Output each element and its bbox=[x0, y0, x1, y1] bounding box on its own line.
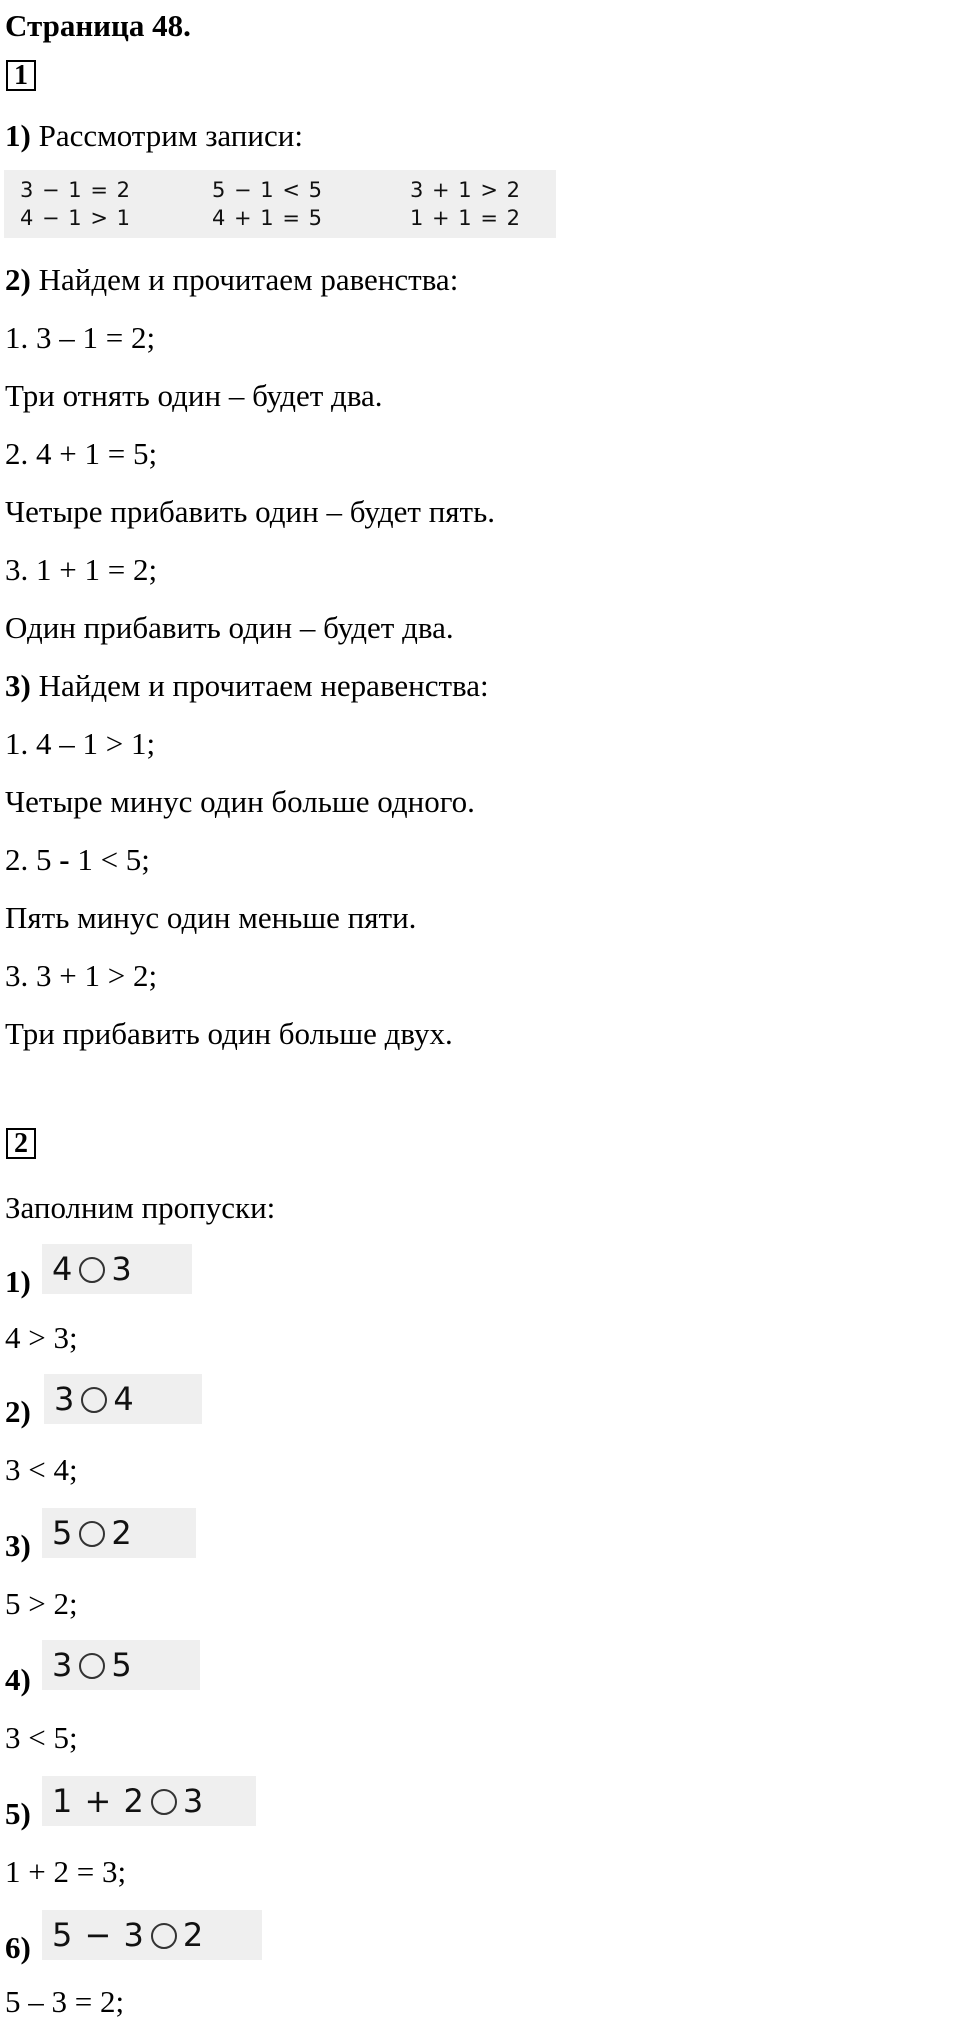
item-label-6: 6) bbox=[5, 1930, 31, 1965]
comparison-image-3 bbox=[42, 1508, 196, 1558]
step-2-line bbox=[5, 262, 458, 298]
right-operand: 3 bbox=[182, 1782, 205, 1820]
left-operand: 4 bbox=[52, 1250, 74, 1288]
answer-6: 5 – 3 = 2; bbox=[5, 1984, 125, 2019]
item-label-3: 3) bbox=[5, 1528, 31, 1563]
right-operand: 4 bbox=[113, 1380, 135, 1418]
comparison-image-1 bbox=[42, 1244, 192, 1294]
record: 4 − 1 > 1 bbox=[20, 206, 131, 230]
equality-reading: Три отнять один – будет два. bbox=[5, 378, 383, 413]
step-label: 2) bbox=[5, 262, 31, 297]
item-label-1: 1) bbox=[5, 1264, 31, 1299]
answer-1: 4 > 3; bbox=[5, 1320, 78, 1355]
empty-circle-icon bbox=[79, 1521, 105, 1547]
record: 4 + 1 = 5 bbox=[212, 206, 323, 230]
record: 3 − 1 = 2 bbox=[20, 178, 131, 202]
inequality-line bbox=[5, 842, 150, 878]
equality-reading: Четыре прибавить один – будет пять. bbox=[5, 494, 495, 529]
left-operand: 5 − 3 bbox=[52, 1916, 145, 1954]
inequality-reading: Три прибавить один больше двух. bbox=[5, 1016, 453, 1051]
empty-circle-icon bbox=[79, 1257, 105, 1283]
right-operand: 3 bbox=[111, 1250, 133, 1288]
inequality-part: 1 < 5; bbox=[69, 842, 150, 877]
minus-sign: - bbox=[59, 842, 70, 877]
equality-line: 2. 4 + 1 = 5; bbox=[5, 436, 158, 471]
inequality-line: 3. 3 + 1 > 2; bbox=[5, 958, 158, 993]
step-text: Найдем и прочитаем равенства: bbox=[30, 262, 459, 297]
right-operand: 5 bbox=[111, 1646, 133, 1684]
left-operand: 3 bbox=[54, 1380, 76, 1418]
record: 1 + 1 = 2 bbox=[410, 206, 521, 230]
inequality-line: 1. 4 – 1 > 1; bbox=[5, 726, 156, 761]
task-number-box-2: 2 bbox=[6, 1128, 36, 1159]
page-title: Страница 48. bbox=[5, 8, 191, 43]
comparison-image-6 bbox=[42, 1910, 262, 1960]
item-label-4: 4) bbox=[5, 1662, 31, 1697]
empty-circle-icon bbox=[79, 1653, 105, 1679]
step-1-line bbox=[5, 118, 303, 154]
answer-4: 3 < 5; bbox=[5, 1720, 78, 1755]
step-label: 1) bbox=[5, 118, 31, 153]
step-label: 3) bbox=[5, 668, 31, 703]
inequality-reading: Пять минус один меньше пяти. bbox=[5, 900, 417, 935]
task-2-intro: Заполним пропуски: bbox=[5, 1190, 276, 1225]
item-label-2: 2) bbox=[5, 1394, 31, 1429]
inequality-reading: Четыре минус один больше одного. bbox=[5, 784, 475, 819]
empty-circle-icon bbox=[151, 1789, 177, 1815]
inequality-part: 2. 5 bbox=[5, 842, 60, 877]
left-operand: 1 + 2 bbox=[52, 1782, 145, 1820]
left-operand: 5 bbox=[52, 1514, 74, 1552]
step-text: Найдем и прочитаем неравенства: bbox=[30, 668, 489, 703]
right-operand: 2 bbox=[111, 1514, 133, 1552]
answer-5: 1 + 2 = 3; bbox=[5, 1854, 127, 1889]
record: 5 − 1 < 5 bbox=[212, 178, 323, 202]
equality-reading: Один прибавить один – будет два. bbox=[5, 610, 454, 645]
record: 3 + 1 > 2 bbox=[410, 178, 521, 202]
comparison-image-4 bbox=[42, 1640, 200, 1690]
item-label-5: 5) bbox=[5, 1796, 31, 1831]
task-number-box-1: 1 bbox=[6, 60, 36, 91]
comparison-image-2 bbox=[44, 1374, 202, 1424]
comparison-image-5 bbox=[42, 1776, 256, 1826]
step-text: Рассмотрим записи: bbox=[30, 118, 303, 153]
equality-line: 1. 3 – 1 = 2; bbox=[5, 320, 156, 355]
right-operand: 2 bbox=[182, 1916, 205, 1954]
step-3-line bbox=[5, 668, 489, 704]
empty-circle-icon bbox=[81, 1387, 107, 1413]
equality-line: 3. 1 + 1 = 2; bbox=[5, 552, 158, 587]
empty-circle-icon bbox=[151, 1923, 177, 1949]
answer-3: 5 > 2; bbox=[5, 1586, 78, 1621]
left-operand: 3 bbox=[52, 1646, 74, 1684]
answer-2: 3 < 4; bbox=[5, 1452, 78, 1487]
records-image bbox=[4, 170, 556, 238]
